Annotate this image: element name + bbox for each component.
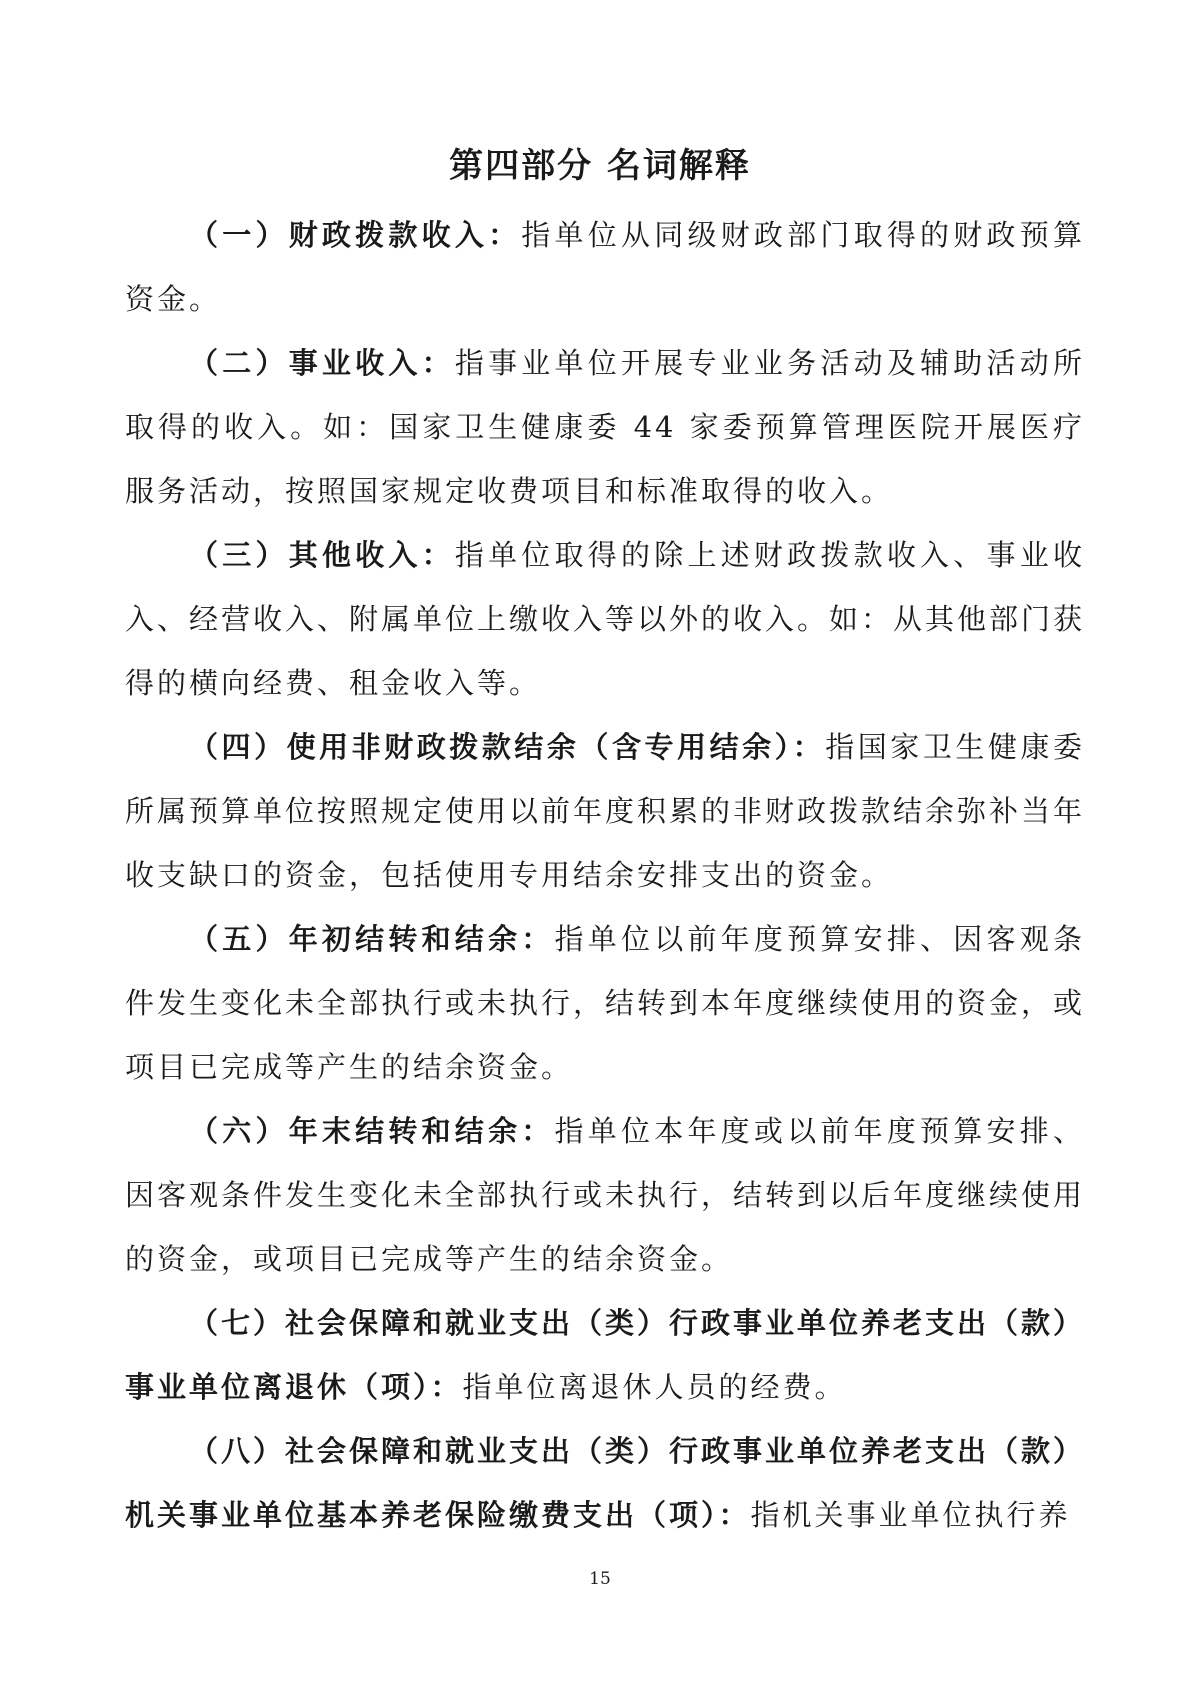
term-label: （三）其他收入： <box>189 538 455 572</box>
term-definition: 指国家卫生健康委所属预算单位按照规定使用以前年度积累的非财政拨款结余弥补当年收支缺口的资金，包括使用专用结余安排支出的资金。 <box>125 730 1086 892</box>
term-definition: 指单位取得的除上述财政拨款收入、事业收入、经营收入、附属单位上缴收入等以外的收入。如：从其他部门获得的横向经费、租金收入等。 <box>125 538 1086 700</box>
term-definition: 指单位离退休人员的经费。 <box>462 1370 847 1404</box>
term-label: （一）财政拨款收入： <box>189 218 522 252</box>
definition-paragraph <box>125 523 1085 715</box>
term-label: （八）社会保障和就业支出（类）行政事业单位养老支出（款）机关事业单位基本养老保险缴费支出（项）： <box>125 1434 1086 1532</box>
term-definition: 指单位从同级财政部门取得的财政预算资金。 <box>125 218 1085 316</box>
page-number: 15 <box>589 1569 611 1589</box>
term-label: （五）年初结转和结余： <box>189 922 555 956</box>
document-body <box>125 203 1085 1547</box>
term-definition: 指单位以前年度预算安排、因客观条件发生变化未全部执行或未执行，结转到本年度继续使用的资金，或项目已完成等产生的结余资金。 <box>125 922 1086 1084</box>
term-definition: 指事业单位开展专业业务活动及辅助活动所取得的收入。如：国家卫生健康委 44 家委预算管理医院开展医疗服务活动，按照国家规定收费项目和标准取得的收入。 <box>125 346 1085 508</box>
definition-paragraph <box>125 1419 1085 1547</box>
page-title: 第四部分 名词解释 <box>449 146 751 186</box>
definition-paragraph <box>125 1291 1085 1419</box>
term-label: （二）事业收入： <box>189 346 455 380</box>
definition-paragraph <box>125 331 1085 523</box>
term-label: （六）年末结转和结余： <box>189 1114 555 1148</box>
term-definition: 指单位本年度或以前年度预算安排、因客观条件发生变化未全部执行或未执行，结转到以后年度继续使用的资金，或项目已完成等产生的结余资金。 <box>125 1114 1086 1276</box>
definition-paragraph <box>125 907 1085 1099</box>
term-label: （四）使用非财政拨款结余（含专用结余）： <box>189 730 826 764</box>
definition-paragraph <box>125 203 1085 331</box>
term-definition: 指机关事业单位执行养 <box>750 1498 1071 1532</box>
definition-paragraph <box>125 1099 1085 1291</box>
definition-paragraph <box>125 715 1085 907</box>
term-label: （七）社会保障和就业支出（类）行政事业单位养老支出（款）事业单位离退休（项）： <box>125 1306 1086 1404</box>
